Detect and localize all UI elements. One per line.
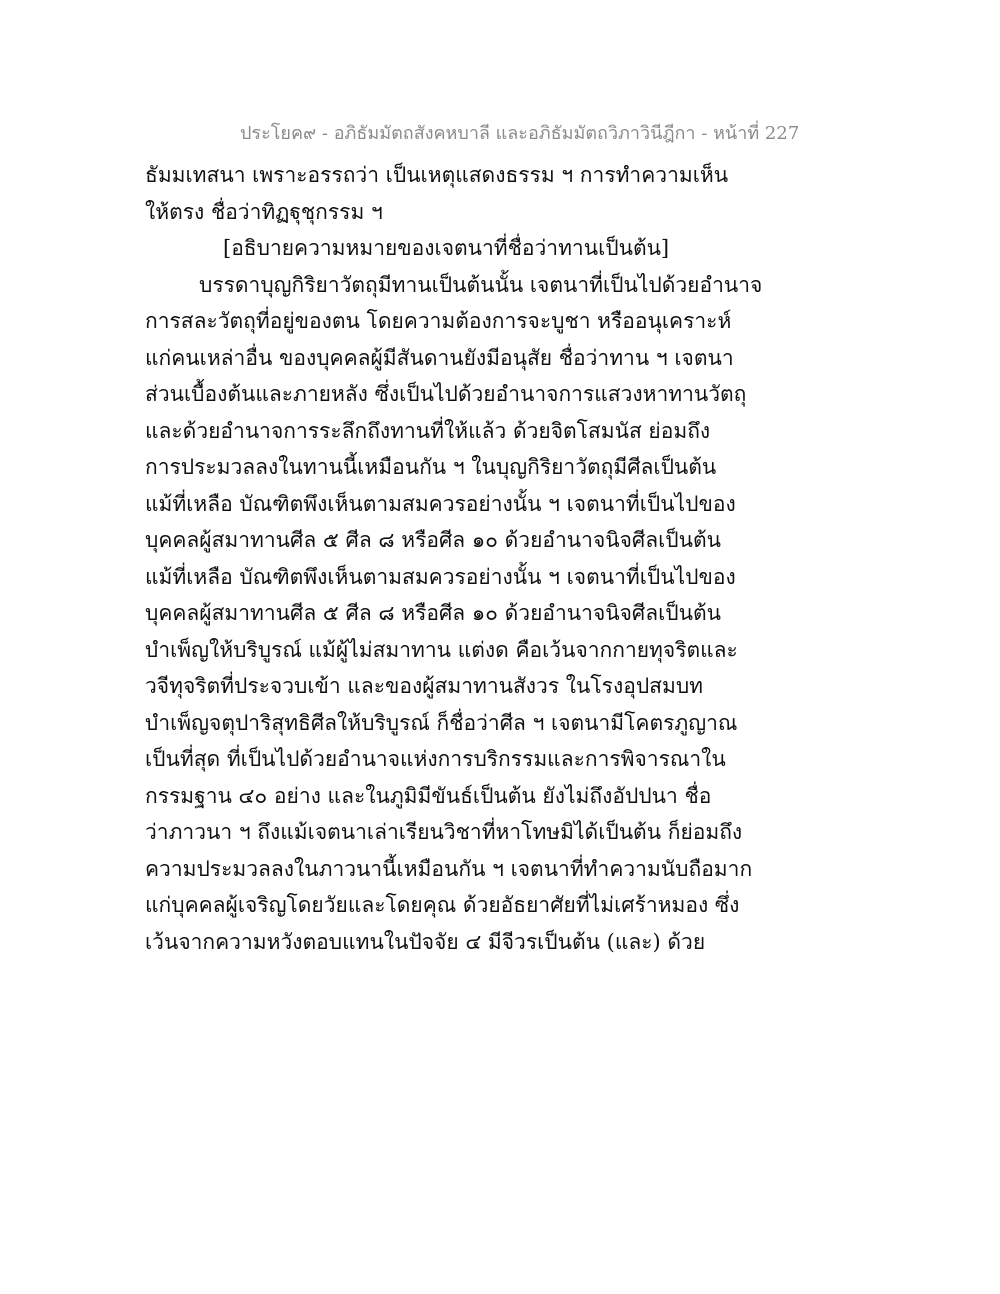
body-text: [145, 157, 865, 960]
text-line: กรรมฐาน ๔๐ อย่าง และในภูมิมีขันธ์เป็นต้น ยังไม่ถึงอัปปนา ชื่อ: [145, 783, 712, 808]
text-line: บำเพ็ญจตุปาริสุทธิศีลให้บริบูรณ์ ก็ชื่อว่าศีล ฯ เจตนามีโคตรภูญาณ: [145, 710, 738, 735]
text-line: ความประมวลลงในภาวนานี้เหมือนกัน ฯ เจตนาที่ทำความนับถือมาก: [145, 856, 753, 881]
text-line: แก่บุคคลผู้เจริญโดยวัยและโดยคุณ ด้วยอัธยาศัยที่ไม่เศร้าหมอง ซึ่ง: [145, 893, 740, 917]
text-line: ส่วนเบื้องต้นและภายหลัง ซึ่งเป็นไปด้วยอำนาจการแสวงหาทานวัตถุ: [145, 382, 747, 406]
text-line: บำเพ็ญให้บริบูรณ์ แม้ผู้ไม่สมาทาน แต่งด คือเว้นจากกายทุจริตและ: [145, 637, 738, 662]
running-header: ประโยค๙ - อภิธัมมัตถสังคหบาลี และอภิธัมมัตถวิภาวินีฎีกา - หน้าที่ 227: [240, 123, 800, 144]
text-line: การสละวัตถุที่อยู่ของตน โดยความต้องการจะบูชา หรืออนุเคราะห์: [145, 309, 732, 333]
text-line: ว่าภาวนา ฯ ถึงแม้เจตนาเล่าเรียนวิชาที่หาโทษมิได้เป็นต้น ก็ย่อมถึง: [145, 820, 743, 844]
text-line: แม้ที่เหลือ บัณฑิตพึงเห็นตามสมควรอย่างนั้น ฯ เจตนาที่เป็นไปของ: [145, 564, 736, 589]
text-line: และด้วยอำนาจการระลึกถึงทานที่ให้แล้ว ด้วยจิตโสมนัส ย่อมถึง: [145, 418, 711, 443]
text-line: แก่คนเหล่าอื่น ของบุคคลผู้มีสันดานยังมีอนุสัย ชื่อว่าทาน ฯ เจตนา: [145, 345, 734, 370]
text-line: ให้ตรง ชื่อว่าทิฏฐุชุกรรม ฯ: [145, 199, 383, 224]
section-heading: [อธิบายความหมายของเจตนาที่ชื่อว่าทานเป็นต้น]: [223, 236, 670, 260]
text-line: บุคคลผู้สมาทานศีล ๕ ศีล ๘ หรือศีล ๑๐ ด้วยอำนาจนิจศีลเป็นต้น: [145, 528, 721, 552]
text-line: เป็นที่สุด ที่เป็นไปด้วยอำนาจแห่งการบริกรรมและการพิจารณาใน: [145, 747, 726, 771]
text-line: วจีทุจริตที่ประจวบเข้า และของผู้สมาทานสังวร ในโรงอุปสมบท: [145, 674, 703, 698]
text-line: เว้นจากความหวังตอบแทนในปัจจัย ๔ มีจีวรเป็นต้น (และ) ด้วย: [145, 929, 706, 954]
text-line: บุคคลผู้สมาทานศีล ๕ ศีล ๘ หรือศีล ๑๐ ด้วยอำนาจนิจศีลเป็นต้น: [145, 601, 721, 625]
paragraph-first-line: บรรดาบุญกิริยาวัตถุมีทานเป็นต้นนั้น เจตนาที่เป็นไปด้วยอำนาจ: [199, 272, 763, 297]
text-line: ธัมมเทสนา เพราะอรรถว่า เป็นเหตุแสดงธรรม ฯ การทำความเห็น: [145, 163, 729, 187]
text-line: การประมวลลงในทานนี้เหมือนกัน ฯ ในบุญกิริยาวัตถุมีศีลเป็นต้น: [145, 455, 717, 479]
text-line: แม้ที่เหลือ บัณฑิตพึงเห็นตามสมควรอย่างนั้น ฯ เจตนาที่เป็นไปของ: [145, 491, 736, 516]
